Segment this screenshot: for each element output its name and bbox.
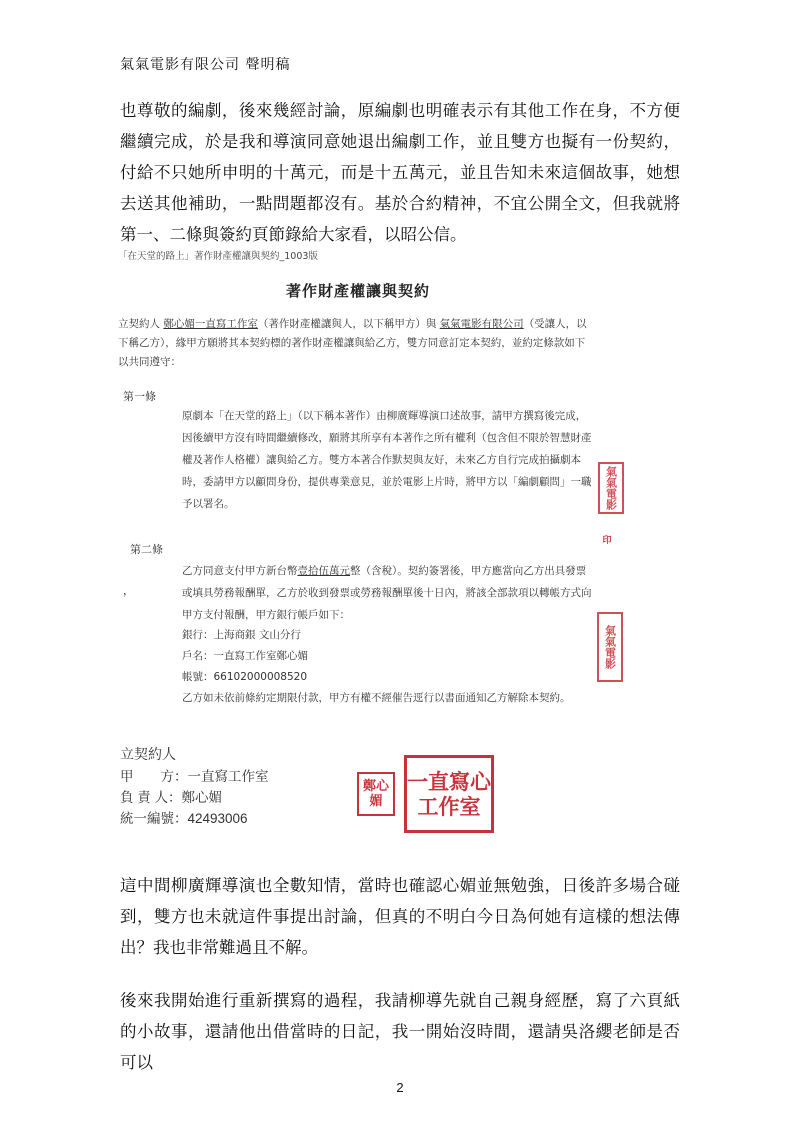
intro-pre: 立契約人 [118,318,160,330]
personal-seal: 鄭心媚 [357,772,395,816]
intro-post: （受讓人，以下稱乙方），緣甲方願將其本契約標的著作財產權讓與給乙方，雙方同意訂定本契約，並約定條款如下以共同遵守： [118,318,587,368]
contract-scan [118,240,623,740]
article-1-text: 原劇本「在天堂的路上」（以下稱本著作）由柳廣輝導演口述故事，請甲方撰寫後完成，因後續甲方沒有時間繼續修改，願將其所享有本著作之所有權利（包含但不限於智慧財產權及著作人格權）讓與給乙方。雙方本著合作默契與友好，未來乙方自行完成拍攝劇本時，委請甲方以顧問身份，提供專業意見，並於電影上片時，將甲方以「編劇顧問」一職予以署名。 [182,410,592,510]
page-number: 2 [396,1080,404,1095]
seal-edge-mark: 印 [602,535,612,546]
signature-title: 立契約人 [120,746,176,762]
article-2-post: 整（含稅）。契約簽署後，甲方應當向乙方出具發票或填具勞務報酬單，乙方於收到發票或勞務報酬單後十日內，將該全部款項以轉帳方式向甲方支付報酬，甲方銀行帳戶如下： [182,565,592,621]
account-number: 帳號：66102000008520 [182,671,308,683]
paragraph-1: 也尊敬的編劇，後來幾經討論，原編劇也明確表示有其他工作在身，不方便繼續完成，於是我和導演同意她退出編劇工作，並且雙方也擬有一份契約，付給不只她所申明的十萬元，而是十五萬元，並且告知未來這個故事，她想去送其他補助，一點問題都沒有。基於合約精神，不宜公開全文，但我就將第一、二條與簽約頁節錄給大家看，以昭公信。 [120,101,680,244]
party-b-name: 氣氣電影有限公司 [439,318,524,330]
bank-details [182,625,602,688]
article-2-label: 第二條 [130,543,163,556]
contract-title: 著作財產權讓與契約 [285,282,430,300]
seal-edge-bottom: 氣氣電影 [597,612,623,682]
termination-clause: 乙方如未依前條約定期限付款，甲方有權不經催告逕行以書面通知乙方解除本契約。 [182,692,571,704]
signature-representative: 負 責 人：鄭心媚 [120,790,223,805]
article-2-pre: 乙方同意支付甲方新台幣 [182,565,298,577]
party-a-name: 鄭心媚一直寫工作室 [163,318,258,330]
contract-caption: 「在天堂的路上」著作財產權讓與契約_1003版 [118,251,318,262]
signature-party: 甲 方：一直寫工作室 [120,769,269,784]
article-2-text [182,560,592,626]
payment-amount: 壹拾伍萬元 [297,565,350,577]
document-header: 氣氣電影有限公司 聲明稿 [120,57,291,73]
bank-name: 銀行：上海商銀 文山分行 [182,629,301,641]
stray-mark: ， [123,584,134,597]
paragraph-2: 這中間柳廣輝導演也全數知情，當時也確認心媚並無勉強，日後許多場合碰到，雙方也未就這件事提出討論，但真的不明白今日為何她有這樣的想法傳出？我也非常難過且不解。 [120,876,680,957]
seal-edge-top: 氣氣電影 [598,462,624,514]
intro-mid: （著作財產權讓與人，以下稱甲方）與 [257,318,437,330]
company-seal: 一直寫心工作室 [404,755,494,833]
paragraph-3: 後來我開始進行重新撰寫的過程，我請柳導先就自己親身經歷，寫了六頁紙的小故事，還請他出借當時的日記，我一開始沒時間，還請吳洛纓老師是否可以 [120,991,680,1072]
article-1-label: 第一條 [123,390,156,403]
signature-tax-id: 統一編號：42493006 [120,811,248,826]
account-name: 戶名：一直寫工作室鄭心媚 [182,650,308,662]
contract-intro [118,315,588,372]
signature-block [120,744,269,829]
